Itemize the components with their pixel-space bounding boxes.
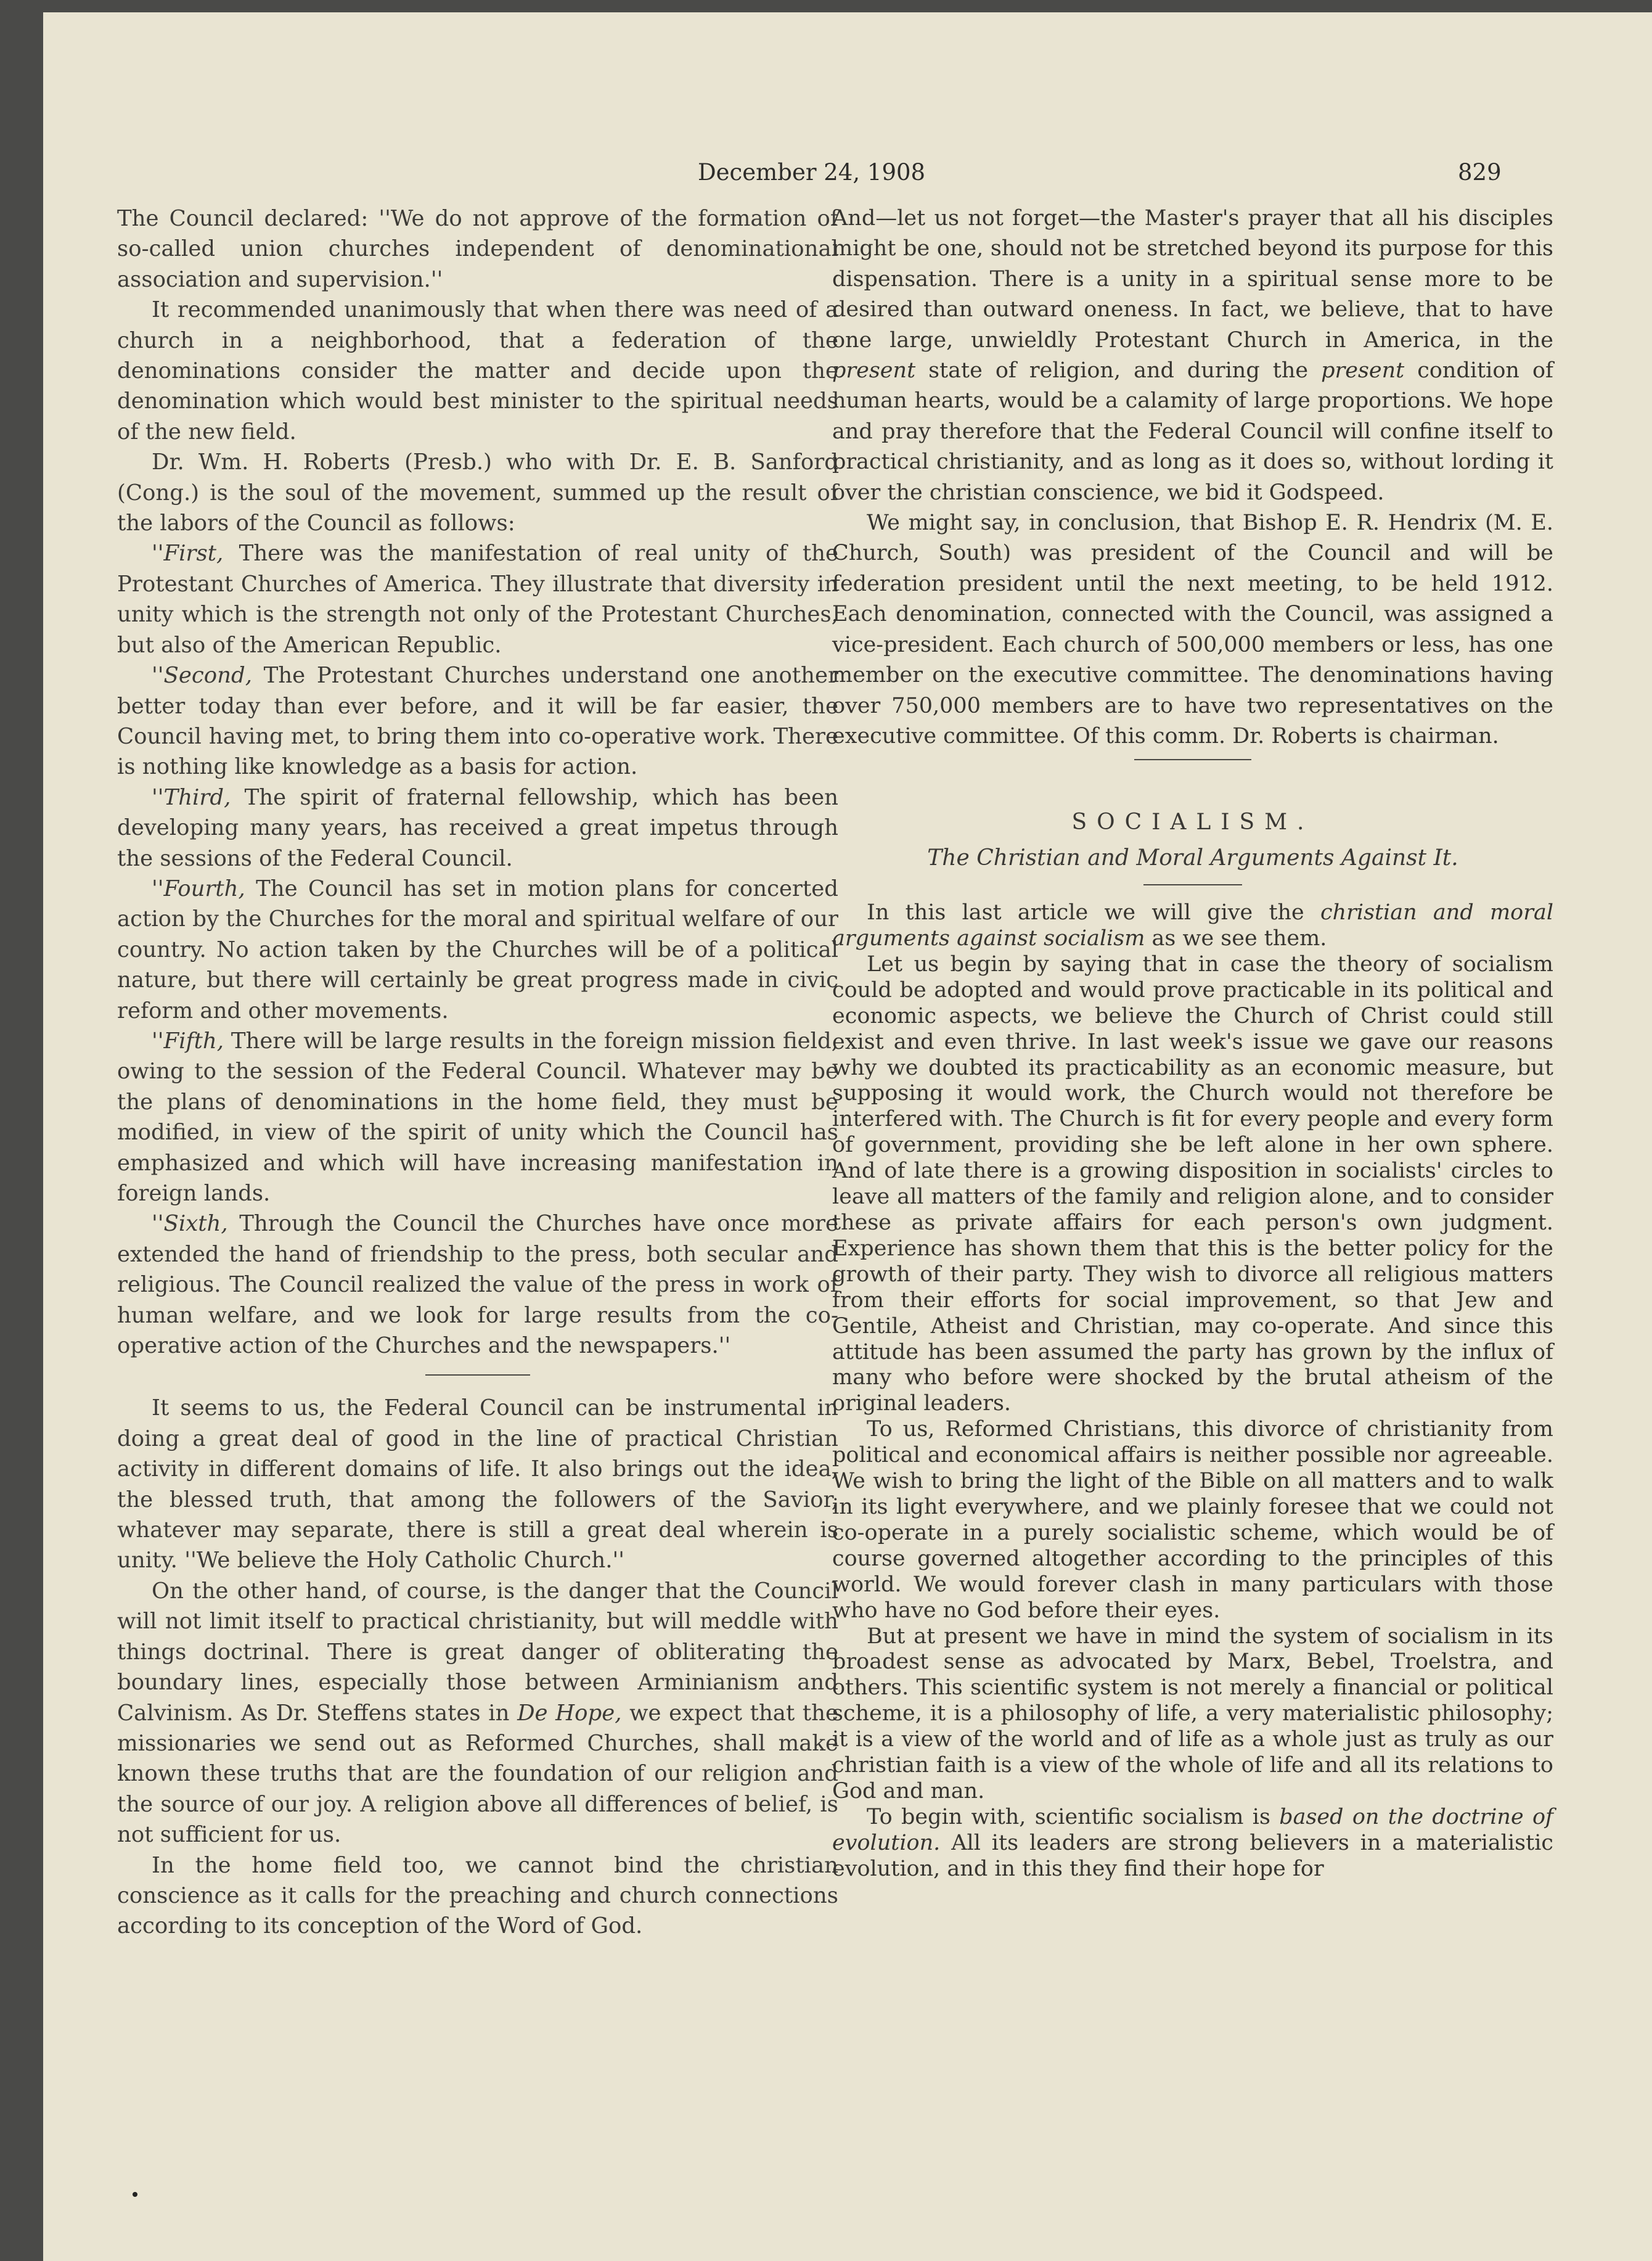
- paragraph: But at present we have in mind the system of socialism in its broadest sense as advocated by Marx, Bebel, Troelstra, and others. This scientific system is not merely a financial or political scheme, it is a philosophy of life, a very materialistic philosophy; it is a view of the world and of life as a whole just as truly as our christian faith is a view of the whole of life and all its relations to God and man.: [832, 1623, 1553, 1803]
- page-date: December 24, 1908: [698, 159, 926, 186]
- paragraph: In the home field too, we cannot bind the christian conscience as it calls for the preaching and church connections according to its conception of the Word of God.: [117, 1852, 838, 1939]
- list-label: ''Fifth,: [152, 1028, 224, 1054]
- article-title: SOCIALISM.: [1071, 810, 1314, 835]
- ink-dot: [133, 2192, 137, 2197]
- page-number: 829: [1458, 159, 1502, 186]
- paragraph: ''Sixth, Through the Council the Churches have once more extended the hand of friendship to the press, both secular and religious. The Council realized the value of the press in work of human welfare, and we look for large results from the co-operative action of the Churches and the newspapers.'': [117, 1211, 838, 1359]
- paragraph: ''Third, The spirit of fraternal fellowship, which has been developing many years, has received a great impetus through the sessions of the Federal Council.: [117, 784, 838, 871]
- paragraph: ''Fifth, There will be large results in the foreign mission field, owing to the session of the Federal Council. Whatever may be the plans of denominations in the home field, they must be modified, in view of the spirit of unity which the Council has emphasized and which will have increasing manifestation in foreign lands.: [117, 1028, 838, 1206]
- article-body: [832, 900, 1553, 1882]
- page-header: [43, 159, 1652, 196]
- newspaper-page: [43, 12, 1652, 2261]
- paragraph: ''First, There was the manifestation of real unity of the Protestant Churches of America. They illustrate that diversity in unity which is the strength not only of the Protestant Churches, but also of the American Republic.: [117, 541, 838, 658]
- list-label: ''Fourth,: [152, 876, 245, 901]
- list-label: ''Second,: [152, 663, 252, 689]
- left-column: [117, 203, 838, 1942]
- publication-name: De Hope,: [517, 1700, 622, 1726]
- divider: [1134, 759, 1251, 760]
- paragraph: Let us begin by saying that in case the theory of socialism could be adopted and would prove practicable in its political and economic aspects, we believe the Church of Christ could still exist and even thrive. In last week's issue we gave our reasons why we doubted its practicability as an economic measure, but supposing it would work, the Church would not therefore be interfered with. The Church is fit for every people and every form of government, providing she be left alone in her own sphere. And of late there is a growing disposition in socialists' circles to leave all matters of the family and religion alone, and to consider these as private affairs for each person's own judgment. Experience has shown them that this is the better policy for the growth of their party. They wish to divorce all religious matters from their efforts for social improvement, so that Jew and Gentile, Atheist and Christian, may co-operate. And since this attitude has been assumed the party has grown by the influx of many who before were shocked by the brutal atheism of the original leaders.: [832, 951, 1553, 1416]
- paragraph: In this last article we will give the christian and moral arguments against socialism as we see them.: [832, 900, 1554, 951]
- list-label: ''First,: [152, 541, 224, 567]
- paragraph: It recommended unanimously that when there was need of a church in a neighborhood, that a federation of the denominations consider the matter and decide upon the denomination which would best minister to the spiritual needs of the new field.: [117, 297, 838, 445]
- paragraph: Dr. Wm. H. Roberts (Presb.) who with Dr. E. B. Sanford (Cong.) is the soul of the movement, summed up the result of the labors of the Council as follows:: [117, 449, 838, 536]
- list-label: ''Sixth,: [152, 1211, 228, 1237]
- paragraph: To begin with, scientific socialism is based on the doctrine of evolution. All its leaders are strong believers in a materialistic evolution, and in this they find their hope for: [832, 1804, 1553, 1881]
- paragraph: We might say, in conclusion, that Bishop E. R. Hendrix (M. E. Church, South) was president of the Council and will be federation president until the next meeting, to be held 1912. Each denomination, connected with the Council, was assigned a vice-president. Each church of 500,000 members or less, has one member on the executive committee. The denominations having over 750,000 members are to have two representatives on the executive committee. Of this comm. Dr. Roberts is chairman.: [832, 511, 1553, 749]
- paragraph: And—let us not forget—the Master's prayer that all his disciples might be one, should not be stretched beyond its purpose for this dispensation. There is a unity in a spiritual sense more to be desired than outward oneness. In fact, we believe, that to have one large, unwieldly Protestant Church in America, in the present state of religion, and during the present condition of human hearts, would be a calamity of large proportions. We hope and pray therefore that the Federal Council will confine itself to practical christianity, and as long as it does so, without lording it over the christian conscience, we bid it Godspeed.: [832, 206, 1553, 505]
- article-subtitle: The Christian and Moral Arguments Against It.: [927, 845, 1458, 871]
- paragraph: On the other hand, of course, is the danger that the Council will not limit itself to practical christianity, but will meddle with things doctrinal. There is great danger of obliterating the boundary lines, especially those between Arminianism and Calvinism. As Dr. Steffens states in De Hope, we expect that the missionaries we send out as Reformed Churches, shall make known these truths that are the foundation of our religion and the source of our joy. A religion above all differences of belief, is not sufficient for us.: [117, 1578, 838, 1848]
- paragraph: ''Second, The Protestant Churches understand one another better today than ever before, and it will be far easier, the Council having met, to bring them into co-operative work. There is nothing like knowledge as a basis for action.: [117, 663, 838, 780]
- divider: [425, 1374, 530, 1376]
- paragraph: To us, Reformed Christians, this divorce of christianity from political and economical affairs is neither possible nor agreeable. We wish to bring the light of the Bible on all matters and to walk in its light everywhere, and we plainly foresee that we could not co-operate in a purely socialistic scheme, which would be of course governed altogether according to the principles of this world. We would forever clash in many particulars with those who have no God before their eyes.: [832, 1417, 1553, 1623]
- paragraph: ''Fourth, The Council has set in motion plans for concerted action by the Churches for the moral and spiritual welfare of our country. No action taken by the Churches will be of a political nature, but there will certainly be great progress made in civic reform and other movements.: [117, 876, 838, 1024]
- paragraph: It seems to us, the Federal Council can be instrumental in doing a great deal of good in the line of practical Christian activity in different domains of life. It also brings out the idea, the blessed truth, that among the followers of the Savior, whatever may separate, there is still a great deal wherein is unity. ''We believe the Holy Catholic Church.'': [117, 1395, 838, 1574]
- list-label: ''Third,: [152, 784, 231, 810]
- right-column: [832, 203, 1553, 1882]
- paragraph: The Council declared: ''We do not approve of the formation of so-called union churches independent of denominational association and supervision.'': [117, 206, 838, 292]
- divider: [1143, 884, 1242, 885]
